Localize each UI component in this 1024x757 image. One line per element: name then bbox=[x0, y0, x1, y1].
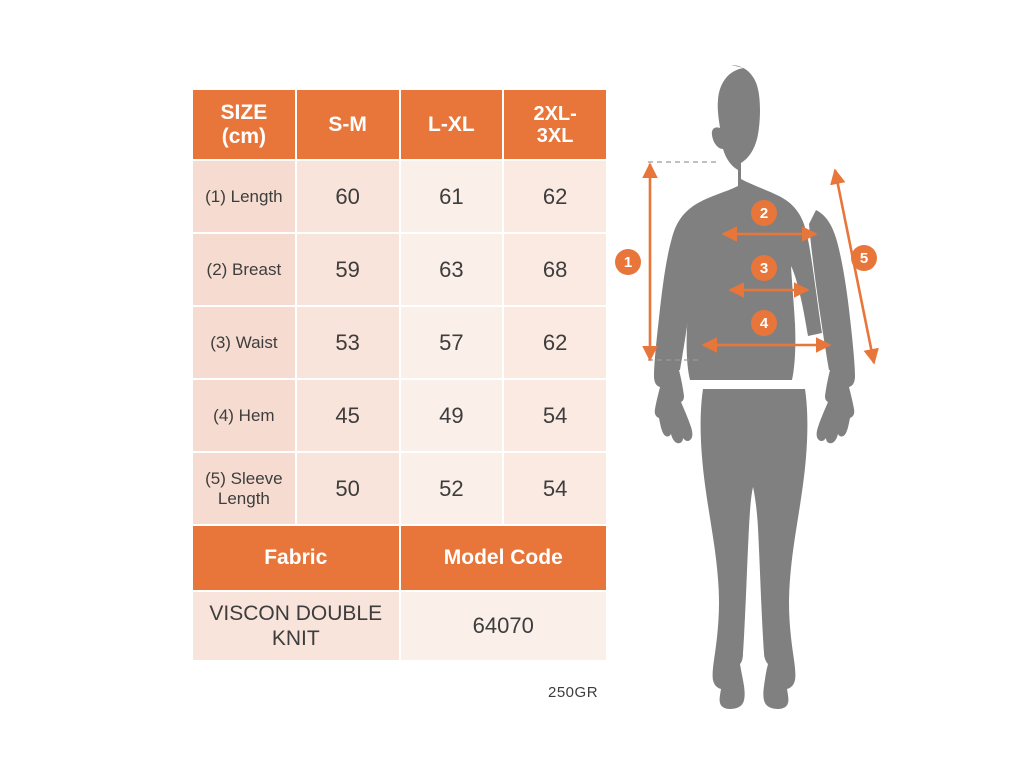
cell-sleeve-2xl3xl: 54 bbox=[503, 452, 607, 525]
cell-hem-lxl: 49 bbox=[400, 379, 504, 452]
badge-2-breast: 2 bbox=[751, 200, 777, 226]
header-col-lxl: L-XL bbox=[400, 89, 504, 160]
header-size-line2: (cm) bbox=[221, 124, 267, 148]
header-fabric: Fabric bbox=[192, 525, 400, 591]
table-row bbox=[192, 306, 607, 379]
header-col-2xl-line1: 2XL- bbox=[533, 102, 577, 125]
row-label-hem: (4) Hem bbox=[192, 379, 296, 452]
header-size-line1: SIZE bbox=[220, 101, 268, 125]
row-label-length: (1) Length bbox=[192, 160, 296, 233]
badge-4-hem: 4 bbox=[751, 310, 777, 336]
table-row bbox=[192, 591, 607, 661]
cell-sleeve-lxl: 52 bbox=[400, 452, 504, 525]
badge-1-length: 1 bbox=[615, 249, 641, 275]
header-col-2xl-line2: 3XL bbox=[536, 124, 574, 147]
header-col-sm: S-M bbox=[296, 89, 400, 160]
fabric-weight-note: 250GR bbox=[548, 684, 599, 701]
cell-breast-2xl3xl: 68 bbox=[503, 233, 607, 306]
fabric-value-line1: VISCON DOUBLE bbox=[209, 601, 383, 625]
badge-3-waist: 3 bbox=[751, 255, 777, 281]
badge-5-sleeve-length: 5 bbox=[851, 245, 877, 271]
row-label-sleeve-length bbox=[192, 452, 296, 525]
cell-sleeve-sm: 50 bbox=[296, 452, 400, 525]
cell-waist-2xl3xl: 62 bbox=[503, 306, 607, 379]
cell-breast-sm: 59 bbox=[296, 233, 400, 306]
cell-waist-lxl: 57 bbox=[400, 306, 504, 379]
cell-length-lxl: 61 bbox=[400, 160, 504, 233]
header-col-2xl-3xl bbox=[503, 89, 607, 160]
row-label-breast: (2) Breast bbox=[192, 233, 296, 306]
table-row bbox=[192, 379, 607, 452]
header-model-code: Model Code bbox=[400, 525, 608, 591]
fabric-value-line2: KNIT bbox=[271, 627, 320, 650]
cell-length-2xl3xl: 62 bbox=[503, 160, 607, 233]
size-chart-table bbox=[191, 88, 608, 662]
table-row bbox=[192, 233, 607, 306]
guide-dashed-lines bbox=[648, 162, 716, 360]
cell-waist-sm: 53 bbox=[296, 306, 400, 379]
cell-model-code-value: 64070 bbox=[400, 591, 608, 661]
measurement-guides bbox=[620, 40, 960, 720]
table-header-row bbox=[192, 89, 607, 160]
cell-hem-sm: 45 bbox=[296, 379, 400, 452]
row-label-sleeve-line2: Length bbox=[217, 488, 270, 508]
cell-hem-2xl3xl: 54 bbox=[503, 379, 607, 452]
table-row bbox=[192, 452, 607, 525]
cell-fabric-value bbox=[192, 591, 400, 661]
table-section-header-row bbox=[192, 525, 607, 591]
row-label-sleeve-line1: (5) Sleeve bbox=[205, 468, 283, 488]
row-label-waist: (3) Waist bbox=[192, 306, 296, 379]
table-row bbox=[192, 160, 607, 233]
measurement-figure bbox=[620, 40, 960, 720]
header-size-cm bbox=[192, 89, 296, 160]
cell-length-sm: 60 bbox=[296, 160, 400, 233]
cell-breast-lxl: 63 bbox=[400, 233, 504, 306]
